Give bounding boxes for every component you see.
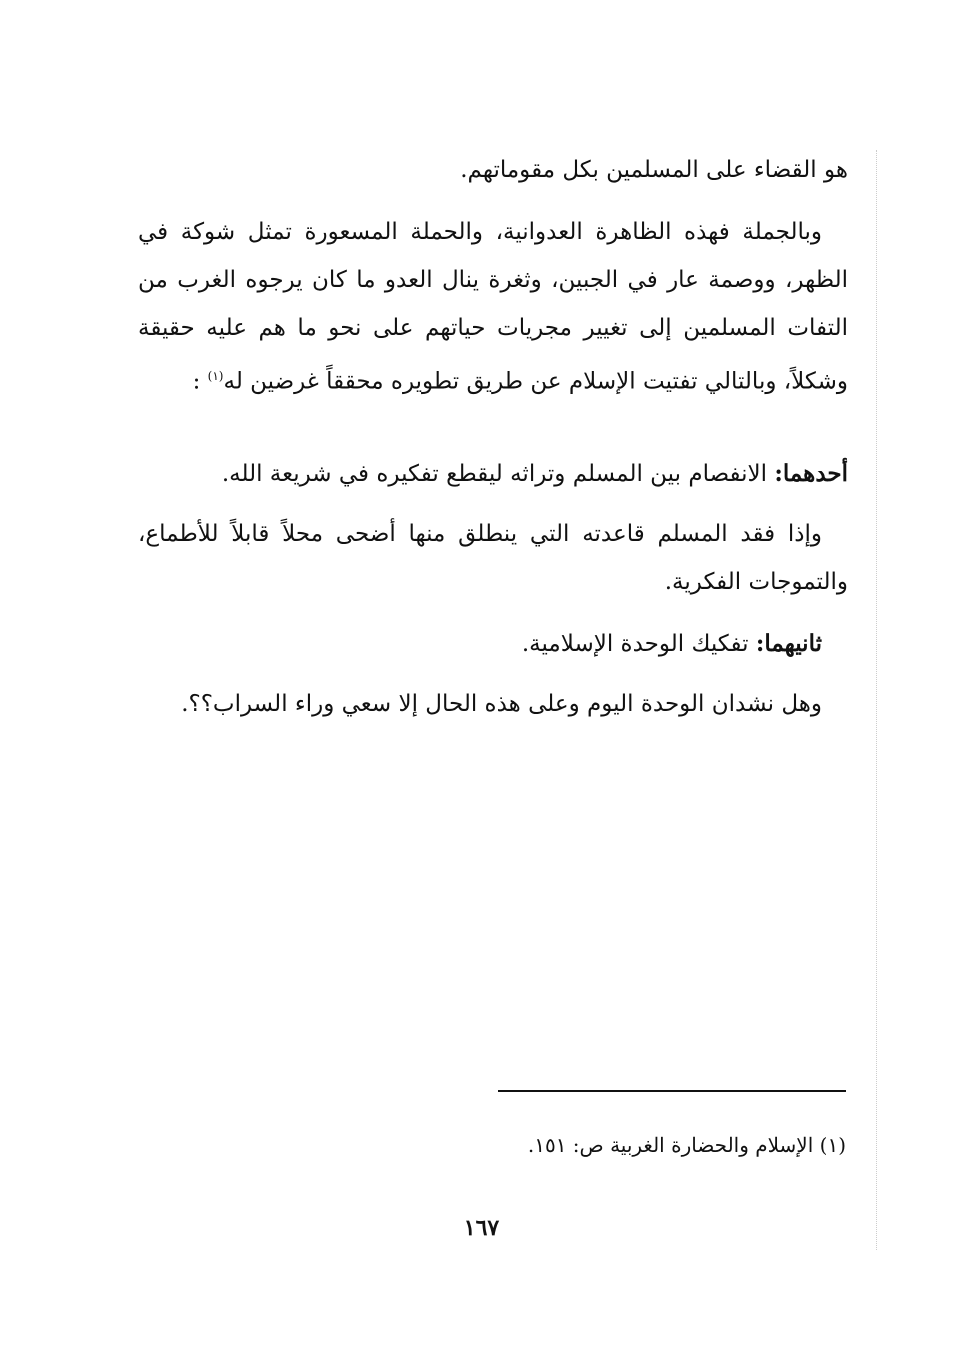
- paragraph-3: [138, 680, 848, 728]
- first-point-label: أحدهما:: [774, 460, 848, 487]
- continuation-text: هو القضاء على المسلمين بكل مقوماتهم.: [460, 157, 848, 183]
- margin-scan-artifact: [876, 150, 879, 1250]
- paragraph-1-tail: :: [192, 368, 201, 395]
- paragraph-2-text: وإذا فقد المسلم قاعدته التي ينطلق منها أضحى محلاً قابلاً للأطماع، والتموجات الفكرية.: [138, 521, 848, 595]
- first-point-text: الانفصام بين المسلم وتراثه ليقطع تفكيره في شريعة الله.: [221, 461, 768, 487]
- continuation-paragraph: [138, 146, 848, 194]
- footnote-text: (١) الإسلام والحضارة الغربية ص: ١٥١.: [527, 1133, 846, 1157]
- paragraph-2: [138, 510, 848, 606]
- paragraph-1: [138, 208, 848, 406]
- second-point: [138, 620, 848, 668]
- footnote-reference: (١): [207, 369, 224, 383]
- paragraph-3-text: وهل نشدان الوحدة اليوم وعلى هذه الحال إلا سعي وراء السراب؟؟.: [181, 691, 822, 717]
- footnote: [400, 1125, 846, 1165]
- second-point-text: تفكيك الوحدة الإسلامية.: [521, 631, 749, 657]
- footnote-divider: [498, 1090, 846, 1092]
- paragraph-1-text: وبالجملة فهذه الظاهرة العدوانية، والحملة المسعورة تمثل شوكة في الظهر، ووصمة عار في الجبين، وثغرة ينال العدو ما كان يرجوه الغرب من التفات المسلمين إلى تغيير مجريات حياتهم على نحو ما هم عليه حقيقة وشكلاً، وبالتالي تفتيت الإسلام عن طريق تطويره محققاً غرضين له: [138, 219, 848, 395]
- first-point: [138, 450, 848, 498]
- second-point-label: ثانيهما:: [755, 630, 822, 657]
- page-number: ١٦٧: [463, 1215, 500, 1241]
